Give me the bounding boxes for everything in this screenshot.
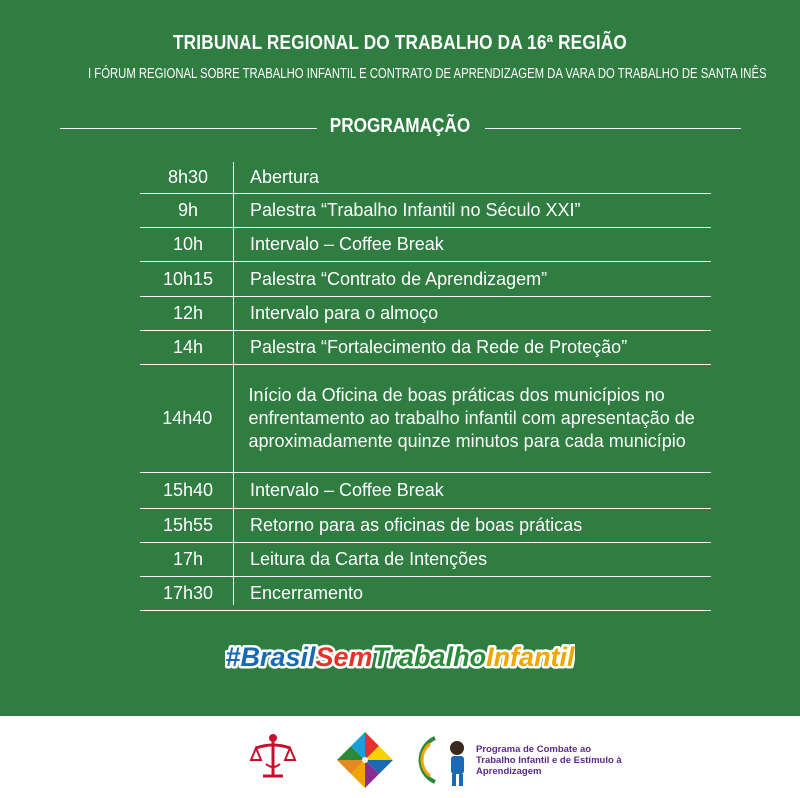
schedule-description: Leitura da Carta de Intenções [250,549,488,569]
program-name: Programa de Combate ao Trabalho Infantil e de Estímulo à Aprendizagem [476,744,622,777]
schedule-row [140,228,711,262]
schedule-time: 8h30 [167,167,209,187]
heading-divider-right [485,128,741,129]
hashtag-logo [225,636,575,676]
schedule-row [140,365,711,473]
hashtag-text: #BrasilSemTrabalhoInfantil [225,642,575,672]
section-heading: PROGRAMAÇÃO [329,115,471,137]
forum-subtitle: I FÓRUM REGIONAL SOBRE TRABALHO INFANTIL E CONTRATO DE APRENDIZAGEM DA VARA DO TRABALHO DE SANTA INÊS [88,66,767,82]
child-program-logo [415,730,475,790]
tribunal-title: TRIBUNAL REGIONAL DO TRABALHO DA 16ª REGIÃO [173,32,627,54]
schedule-row [140,473,711,509]
pinwheel-logo [333,728,397,792]
schedule-description: Abertura [250,167,320,187]
schedule-row [140,262,711,297]
schedule-time: 9h [177,200,199,220]
schedule-time: 14h [172,337,204,357]
schedule-time: 14h40 [162,408,213,428]
schedule-time: 10h [172,234,204,254]
justice-scales-logo [248,730,298,780]
schedule-row [140,297,711,331]
schedule-time: 15h55 [162,515,214,535]
schedule-description: Encerramento [250,583,364,603]
schedule-time: 10h15 [162,268,214,289]
schedule-description: Intervalo para o almoço [250,303,439,323]
schedule-description: Retorno para as oficinas de boas práticas [250,515,583,535]
schedule-description: Intervalo – Coffee Break [250,480,444,500]
schedule-row [140,509,711,543]
schedule-description: Palestra “Trabalho Infantil no Século XXI” [250,200,581,220]
schedule-description: Palestra “Fortalecimento da Rede de Proteção” [250,337,628,357]
schedule-description: Início da Oficina de boas práticas dos municípios no enfrentamento ao trabalho infantil com apresentação de aproximadamente quinze minutos para cada município [248,385,695,451]
schedule-row [140,543,711,577]
footer-logos [0,716,800,798]
schedule-table [140,162,711,611]
schedule-time: 15h40 [162,480,214,500]
schedule-description: Palestra “Contrato de Aprendizagem” [250,268,548,289]
schedule-row [140,194,711,228]
schedule-time: 17h [172,549,204,569]
schedule-row [140,577,711,611]
schedule-row [140,331,711,365]
schedule-description: Intervalo – Coffee Break [250,234,444,254]
schedule-time: 17h30 [162,583,214,603]
schedule-time: 12h [172,303,204,323]
schedule-row [140,162,711,194]
